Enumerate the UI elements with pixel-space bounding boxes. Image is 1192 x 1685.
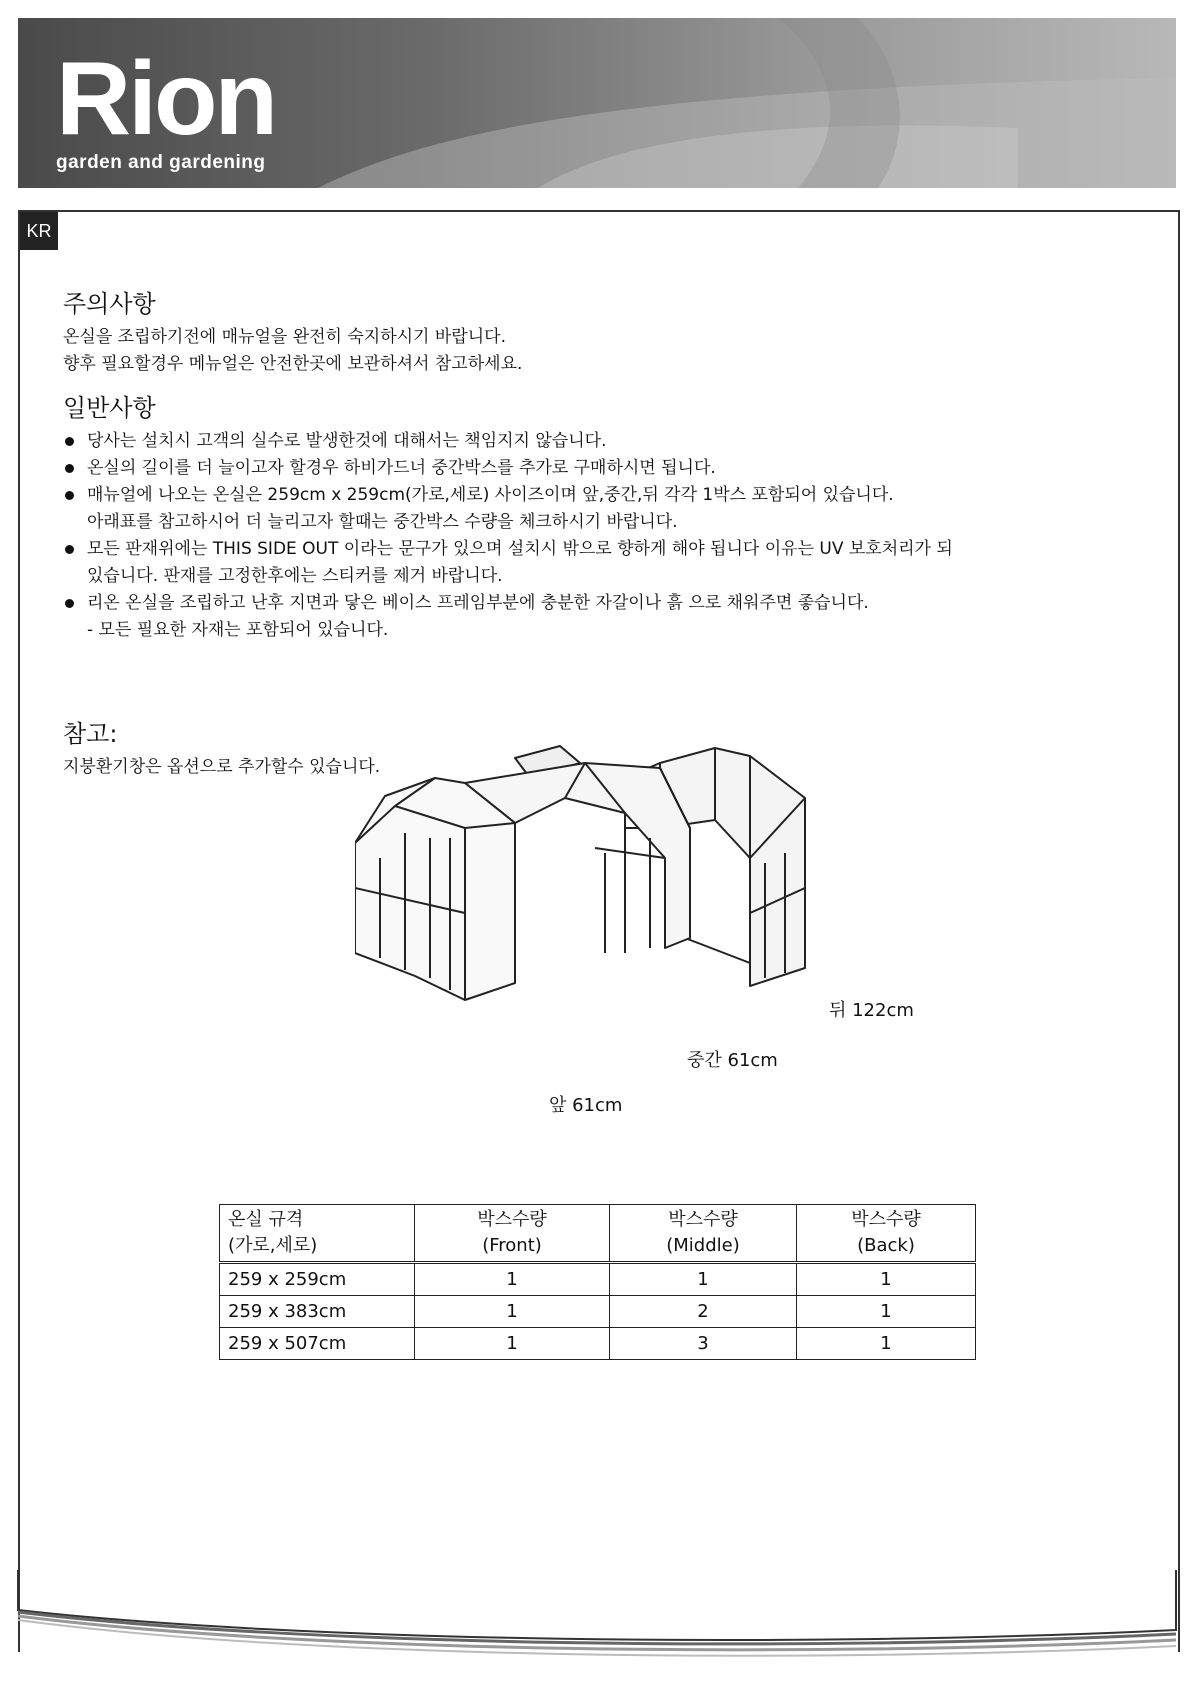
general-item: 온실의 길이를 더 늘이고자 할경우 하비가드너 중간박스를 추가로 구매하시면 됩니다.: [63, 455, 1143, 482]
table-header-back: [797, 1205, 976, 1263]
note-section: [63, 718, 380, 781]
table-cell: 259 x 383cm: [220, 1296, 415, 1328]
table-cell: 1: [610, 1263, 797, 1296]
general-item-continuation: - 모든 필요한 자재는 포함되어 있습니다.: [87, 620, 389, 640]
table-cell: 1: [797, 1263, 976, 1296]
general-item-continuation: 있습니다. 판재를 고정한후에는 스티커를 제거 바랍니다.: [87, 566, 503, 586]
header-line: (가로,세로): [228, 1235, 318, 1256]
note-text: 지붕환기창은 옵션으로 추가할수 있습니다.: [63, 757, 381, 777]
caution-section: [63, 288, 1143, 378]
general-title: 일반사항: [63, 394, 156, 422]
header-line: 박스수량: [851, 1209, 921, 1230]
box-quantity-table: [219, 1204, 976, 1360]
table-cell: 1: [415, 1263, 610, 1296]
caution-title: 주의사항: [63, 290, 156, 318]
note-title: 참고:: [63, 720, 118, 748]
table-row: [220, 1296, 976, 1328]
table-header-front: [415, 1205, 610, 1263]
header-line: 박스수량: [477, 1209, 547, 1230]
header-line: 박스수량: [668, 1209, 738, 1230]
content-text: [63, 288, 1143, 658]
header-line: (Middle): [666, 1235, 740, 1256]
general-list: [63, 428, 1143, 509]
logo-name: Rion: [56, 41, 276, 157]
table-row: [220, 1328, 976, 1360]
table-row: [220, 1263, 976, 1296]
logo: [56, 41, 276, 174]
table-header-row: [220, 1205, 976, 1263]
header-line: (Back): [857, 1235, 915, 1256]
header-line: 온실 규격: [228, 1209, 304, 1230]
language-badge: KR: [20, 212, 58, 250]
header-line: (Front): [482, 1235, 542, 1256]
general-list-2: [63, 536, 1143, 563]
front-section-drawing: [355, 778, 515, 1000]
table-cell: 3: [610, 1328, 797, 1360]
logo-tagline: garden and gardening: [56, 152, 266, 173]
general-item: 리온 온실을 조립하고 난후 지면과 닿은 베이스 프레임부분에 충분한 자갈이나 흙 으로 채워주면 좋습니다.: [63, 590, 1143, 617]
table-cell: 259 x 259cm: [220, 1263, 415, 1296]
table-cell: 2: [610, 1296, 797, 1328]
table-header-size: [220, 1205, 415, 1263]
table-cell: 1: [415, 1296, 610, 1328]
general-list-3: [63, 590, 1143, 617]
middle-label: 중간 61cm: [687, 1050, 778, 1071]
general-item: 매뉴얼에 나오는 온실은 259cm x 259cm(가로,세로) 사이즈이며 앞,중간,뒤 각각 1박스 포함되어 있습니다.: [63, 482, 1143, 509]
header-banner: [18, 18, 1176, 188]
back-label: 뒤 122cm: [829, 1000, 914, 1021]
table-cell: 1: [797, 1328, 976, 1360]
caution-line: 향후 필요할경우 메뉴얼은 안전한곳에 보관하셔서 참고하세요.: [63, 354, 523, 374]
caution-line: 온실을 조립하기전에 매뉴얼을 완전히 숙지하시기 바랍니다.: [63, 327, 506, 347]
table-cell: 1: [797, 1296, 976, 1328]
page-bottom-curve: [0, 1570, 1192, 1685]
table-header-middle: [610, 1205, 797, 1263]
table-cell: 259 x 507cm: [220, 1328, 415, 1360]
general-item: 당사는 설치시 고객의 실수로 발생한것에 대해서는 책임지지 않습니다.: [63, 428, 1143, 455]
general-item-continuation: 아래표를 참고하시어 더 늘리고자 할때는 중간박스 수량을 체크하시기 바랍니다.: [87, 512, 678, 532]
general-item: 모든 판재위에는 THIS SIDE OUT 이라는 문구가 있으며 설치시 밖으로 향하게 해야 됩니다 이유는 UV 보호처리가 되: [63, 536, 1143, 563]
table-cell: 1: [415, 1328, 610, 1360]
general-section: [63, 392, 1143, 644]
front-label: 앞 61cm: [549, 1095, 623, 1116]
